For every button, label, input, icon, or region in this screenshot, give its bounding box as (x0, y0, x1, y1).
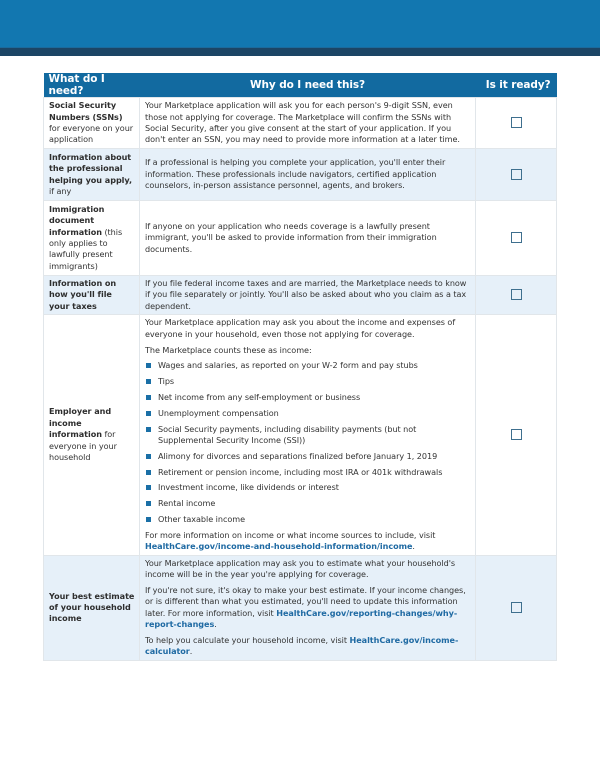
ready-cell (476, 555, 557, 660)
table-header-row (44, 73, 557, 98)
income-sources-list (145, 360, 469, 525)
list-item: Rental income (145, 498, 469, 509)
why-cell (140, 555, 476, 660)
square-bullet-icon (146, 470, 151, 475)
income-info-link[interactable]: HealthCare.gov/income-and-household-information/income (145, 541, 413, 552)
income-more-info: For more information on income or what income sources to include, visit HealthCare.gov/income-and-household-information/income. (145, 529, 436, 552)
ready-cell (476, 201, 557, 276)
square-bullet-icon (146, 427, 151, 432)
square-bullet-icon (146, 395, 151, 400)
why-cell: If anyone on your application who needs coverage is a lawfully present immigrant, you'll be asked to provide information from their immigration documents. (140, 201, 476, 276)
square-bullet-icon (146, 485, 151, 490)
need-cell (44, 98, 140, 149)
list-item: Wages and salaries, as reported on your W-2 form and pay stubs (145, 360, 469, 371)
reporting-changes-link[interactable]: HealthCare.gov/reporting-changes/why-report-changes (145, 607, 458, 630)
ready-checkbox-taxes[interactable] (511, 289, 522, 300)
need-cell (44, 149, 140, 201)
square-bullet-icon (146, 363, 151, 368)
list-item: Net income from any self-employment or business (145, 392, 469, 403)
square-bullet-icon (146, 411, 151, 416)
need-cell (44, 315, 140, 555)
why-cell: If a professional is helping you complete your application, you'll enter their information. These professionals include navigators, certified application counselors, in-person assistance personnel, agents, and brokers. (140, 149, 476, 201)
need-detail: (this only applies to lawfully present immigrants) (49, 226, 123, 271)
ready-checkbox-estimate[interactable] (511, 602, 522, 613)
need-cell (44, 276, 140, 315)
need-title: Employer and income information (49, 406, 112, 440)
need-title: Immigration document information (49, 203, 105, 237)
square-bullet-icon (146, 379, 151, 384)
estimate-calculator-info: To help you calculate your household income, visit HealthCare.gov/income-calculator. (145, 635, 459, 657)
ready-checkbox-professional[interactable] (511, 169, 522, 180)
column-header-why: Why do I need this? (140, 73, 476, 98)
square-bullet-icon (146, 501, 151, 506)
list-item: Alimony for divorces and separations finalized before January 1, 2019 (145, 451, 469, 462)
need-cell (44, 201, 140, 276)
ready-checkbox-ssn[interactable] (511, 117, 522, 128)
why-cell: If you file federal income taxes and are married, the Marketplace needs to know if you file separately or jointly. You'll also be asked about who you claim as a tax dependent. (140, 276, 476, 315)
list-item: Retirement or pension income, including most IRA or 401k withdrawals (145, 467, 469, 478)
need-title: Your best estimate of your household income (49, 590, 135, 624)
application-checklist-table (43, 73, 557, 661)
need-title: Information about the professional helping you apply, (49, 151, 133, 185)
need-title: Social Security Numbers (SSNs) (49, 100, 123, 122)
ready-cell (476, 315, 557, 555)
income-list-label: The Marketplace counts these as income: (145, 344, 312, 355)
table-row-ssn (44, 98, 557, 149)
ready-checkbox-immigration[interactable] (511, 232, 522, 243)
list-item: Social Security payments, including disability payments (but not Supplemental Security Income (SSI)) (145, 424, 469, 447)
ready-cell (476, 98, 557, 149)
ready-cell (476, 149, 557, 201)
income-intro: Your Marketplace application may ask you about the income and expenses of everyone in your household, even those not applying for coverage. (145, 317, 456, 339)
why-cell: Your Marketplace application will ask you for each person's 9-digit SSN, even those not applying for coverage. The Marketplace will confirm the SSNs with Social Security, after you give consent at the start of your application. If you don't enter an SSN, you may need to provide more information at a later time. (140, 98, 476, 149)
estimate-update-info: If you're not sure, it's okay to make your best estimate. If your income changes, or is different than what you estimated, you'll need to update this information later. For more information, visit HealthCare.gov/reporting-changes/why-report-changes. (145, 584, 466, 630)
column-header-need: What do I need? (44, 73, 140, 98)
need-title: Information on how you'll file your taxes (49, 278, 117, 311)
need-detail: if any (49, 185, 72, 196)
table-row-estimate (44, 555, 557, 660)
list-item: Unemployment compensation (145, 408, 469, 419)
header-banner (0, 0, 600, 47)
ready-checkbox-income[interactable] (511, 429, 522, 440)
why-cell (140, 315, 476, 555)
header-banner-strip (0, 47, 600, 56)
ready-cell (476, 276, 557, 315)
column-header-ready: Is it ready? (476, 73, 557, 98)
list-item: Investment income, like dividends or interest (145, 482, 469, 493)
table-row-immigration (44, 201, 557, 276)
square-bullet-icon (146, 517, 151, 522)
table-row-professional (44, 149, 557, 201)
need-detail: for everyone in your household (49, 429, 117, 463)
income-calculator-link[interactable]: HealthCare.gov/income-calculator (145, 635, 459, 657)
list-item: Tips (145, 376, 469, 387)
square-bullet-icon (146, 454, 151, 459)
need-detail: for everyone on your application (49, 123, 134, 145)
list-item: Other taxable income (145, 514, 469, 525)
need-cell (44, 555, 140, 660)
table-row-taxes (44, 276, 557, 315)
estimate-intro: Your Marketplace application may ask you to estimate what your household's income will be in the year you're applying for coverage. (145, 557, 456, 580)
table-row-income (44, 315, 557, 555)
